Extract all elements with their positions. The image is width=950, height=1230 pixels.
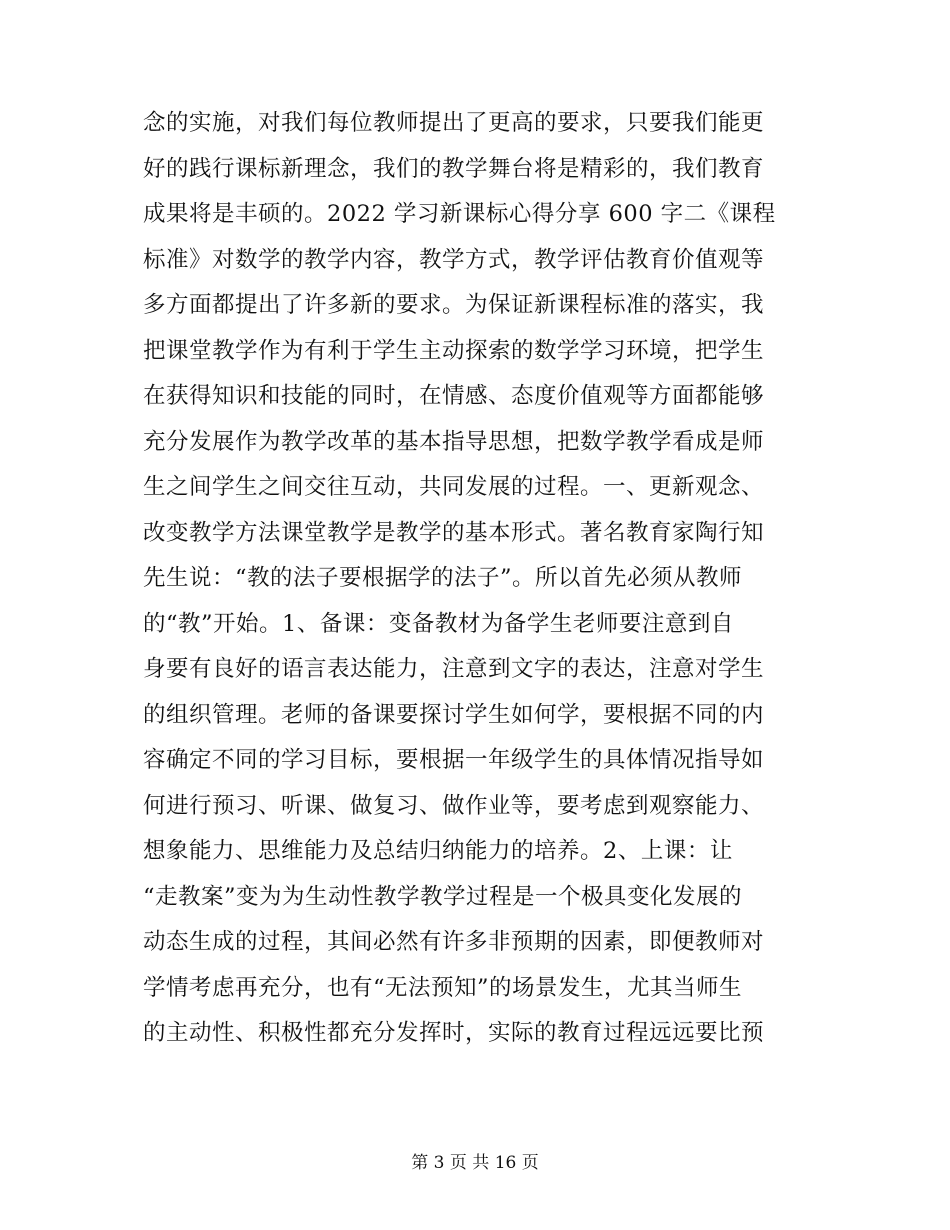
text-line: 身要有良好的语言表达能力，注意到文字的表达，注意对学生: [143, 656, 765, 682]
page-number-footer: 第 3 页 共 16 页: [411, 1153, 539, 1173]
text-line: 在获得知识和技能的同时，在情感、态度价值观等方面都能够: [143, 383, 765, 409]
text-line: 的主动性、积极性都充分发挥时，实际的教育过程远远要比预: [143, 1020, 765, 1046]
text-line: 动态生成的过程，其间必然有许多非预期的因素，即便教师对: [143, 929, 765, 955]
text-line: 想象能力、思维能力及总结归纳能力的培养。2、上课：让: [143, 838, 733, 864]
text-line: 容确定不同的学习目标，要根据一年级学生的具体情况指导如: [143, 747, 765, 773]
text-line: 充分发展作为教学改革的基本指导思想，把数学教学看成是师: [143, 428, 765, 455]
text-line: 成果将是丰硕的。2022 学习新课标心得分享 600 字二《课程: [143, 201, 776, 227]
text-line: 学情考虑再充分，也有“无法预知”的场景发生，尤其当师生: [143, 974, 743, 1001]
text-line: 改变教学方法课堂教学是教学的基本形式。著名教育家陶行知: [143, 519, 765, 546]
text-line: 把课堂教学作为有利于学生主动探索的数学学习环境，把学生: [143, 337, 765, 364]
text-line: 先生说：“教的法子要根据学的法子”。所以首先必须从教师: [143, 565, 743, 591]
body-text: [143, 101, 823, 1057]
text-line: 多方面都提出了许多新的要求。为保证新课程标准的落实，我: [143, 292, 765, 318]
text-line: 的组织管理。老师的备课要探讨学生如何学，要根据不同的内: [143, 701, 765, 728]
text-line: 的“教”开始。1、备课：变备教材为备学生老师要注意到自: [143, 610, 734, 637]
text-line: 好的践行课标新理念，我们的教学舞台将是精彩的，我们教育: [143, 155, 765, 182]
text-line: 标准》对数学的教学内容，教学方式，教学评估教育价值观等: [143, 246, 765, 273]
text-line: 念的实施，对我们每位教师提出了更高的要求，只要我们能更: [143, 110, 765, 136]
text-line: 生之间学生之间交往互动，共同发展的过程。一、更新观念、: [143, 474, 765, 500]
text-line: 何进行预习、听课、做复习、做作业等，要考虑到观察能力、: [143, 792, 765, 819]
text-line: “走教案”变为为生动性教学教学过程是一个极具变化发展的: [143, 883, 743, 910]
